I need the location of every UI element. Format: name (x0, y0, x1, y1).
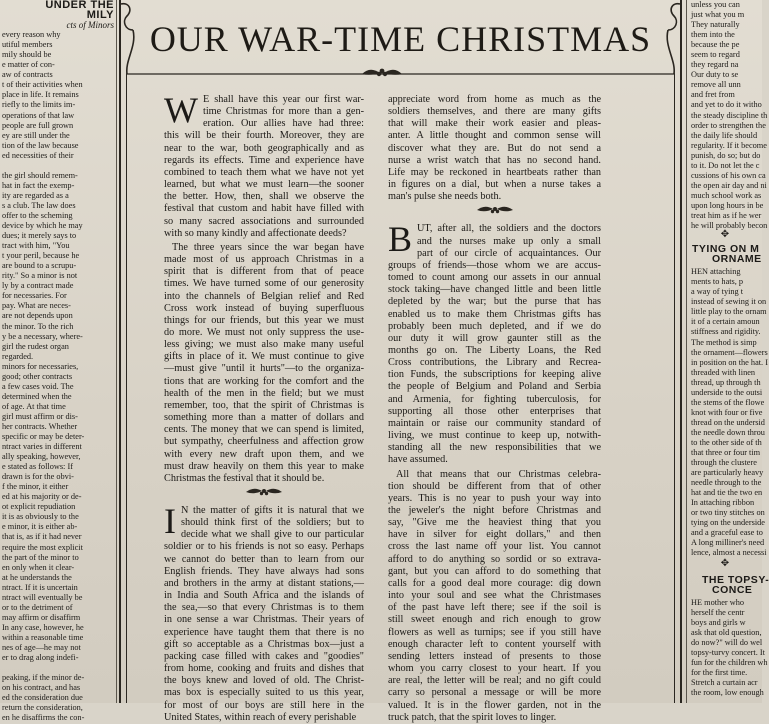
text-line: lence, almost a necessi (691, 548, 767, 558)
text-line: threaded with linen (691, 367, 756, 377)
text-line: order to strengthen the (691, 120, 766, 130)
text-line: seem to regard (691, 50, 740, 60)
text-line: discover what they are. But do not send a (388, 142, 601, 154)
text-line: en he disaffirms the con- (2, 713, 85, 723)
text-line: e stated as follows: If (2, 462, 73, 472)
text-line: ot explicit repudiation (2, 502, 76, 512)
text-line: E shall have this year our first war- (202, 94, 364, 105)
text-line: herself the centr (691, 607, 745, 617)
article-paragraph (164, 90, 364, 240)
text-line: instead of sewing it on (691, 297, 767, 307)
text-line: and Armenia, for fighting tuberculosis, for (388, 393, 601, 405)
text-line: must draw heavily on them this year to make (164, 460, 364, 472)
text-line: but sympathy, cheerfulness and affection grow (164, 436, 364, 448)
text-line: learned, but what we must learn—the sooner (164, 179, 364, 191)
column-rule-left (116, 0, 117, 703)
divider-ornament-icon-2: ✥ (720, 557, 730, 569)
text-line: girl the rudest organ (2, 341, 69, 351)
left-article-fragment (0, 0, 114, 723)
text-line: ed the consideration due (2, 693, 83, 703)
text-line: have assumed. (388, 454, 448, 466)
article-paragraph (164, 242, 364, 485)
text-line: times. We have turned some of our generosity (164, 278, 364, 290)
text-line: it of a certain amoun (691, 317, 760, 327)
text-line: y be a necessary, where- (2, 331, 83, 341)
section-ornament-icon (164, 485, 364, 505)
text-line: They naturally (691, 20, 740, 30)
text-line: still sweet enough and rich enough to grow (388, 614, 601, 626)
text-line: underside to the outsi (691, 387, 763, 397)
text-line: —must give "until it hurts"—to the organiza- (164, 363, 364, 375)
text-line: eration. Our allies have had three: (202, 118, 364, 130)
text-line: the minor. To the rich (2, 321, 74, 331)
text-line: fun for the children wh (691, 657, 768, 667)
text-line: gift so acceptable as a Christmas box—just a (164, 638, 364, 650)
text-line: girl must affirm or dis- (2, 411, 78, 421)
text-line: living, we must continue to keep up, notwith- (388, 430, 601, 442)
right-fragment-text-top (688, 0, 768, 231)
text-line: cents. The money that we can spend is limited, (164, 424, 364, 436)
holly-ornament-icon (358, 64, 406, 82)
text-line: ey are still under the (2, 130, 70, 140)
text-line (0, 161, 114, 171)
text-line: nes of age—he may not (2, 643, 81, 652)
text-line: from home, cooking and fruits and dishes that (164, 663, 364, 675)
article-paragraph (388, 94, 601, 203)
text-line: dues; it merely says to (2, 231, 77, 241)
section-ornament-icon (388, 203, 601, 223)
text-line: to the other side of th (691, 437, 762, 447)
text-line: standing all the new responsibilities that we (388, 442, 601, 454)
text-line: riefly to the limits im- (2, 100, 76, 110)
text-line: our duty it will grow gaunter still as the (388, 332, 601, 344)
text-line: HE mother who (691, 597, 744, 607)
text-line: e matter of con- (2, 60, 55, 70)
text-line: needle through to the (691, 478, 762, 488)
text-line: whom you carry closest to your heart. If you (388, 663, 601, 675)
text-line: just what you m (691, 10, 745, 20)
text-line: unless you can (691, 0, 740, 9)
text-line: tomed to count among our assets in our annual (388, 272, 601, 284)
text-line: ity are regarded as a (2, 190, 69, 200)
text-line: regarded. (2, 351, 34, 361)
text-line: because the pe (691, 40, 740, 50)
text-line: and a graceful ease to (691, 528, 763, 538)
right-fragment-heading: TYING ON M (692, 243, 760, 256)
text-line: treat him as if he wer (691, 210, 762, 220)
text-line: thread, up through th (691, 377, 761, 387)
text-line: regards its effects. Time and experience have (164, 154, 364, 166)
text-line: the better. How, then, shall we observe the (164, 191, 364, 203)
text-line: into your soul and see what the Christmases (388, 590, 601, 602)
text-line: on his contract, and has (2, 683, 81, 693)
text-line: to it. Do not let the c (691, 160, 760, 170)
text-line: months go on. The Liberty Loans, the Red (388, 344, 601, 356)
text-line: soldiers themselves, and there are many gifts (388, 106, 601, 118)
text-line: it is as obviously to the (2, 512, 79, 522)
article-paragraph (164, 501, 364, 724)
text-line: the stems of the flowe (691, 397, 765, 407)
text-line: en only when it clear- (2, 562, 75, 572)
text-line: do more. We must not only suppress the use- (164, 326, 364, 338)
text-line: cross the last name off your list. You cannot (388, 541, 601, 553)
text-line: HEN attaching (691, 267, 741, 277)
text-line: the people of Belgium and Poland and Serbia (388, 381, 601, 393)
text-line: drawn is for the obvi- (2, 472, 74, 482)
text-line: do now?" will do wel (691, 637, 763, 647)
text-line: of age. At that time (2, 401, 66, 411)
text-line: punish, do so; but do (691, 150, 761, 160)
text-line: and fret from (691, 90, 735, 100)
text-line: anter. A little thought and common sense will (388, 130, 601, 142)
left-fragment-heading: UNDER THE (45, 0, 114, 11)
text-line: carry so personal a message or will be more (388, 687, 601, 699)
text-line: are not depends upon (2, 311, 73, 321)
text-line: place in life. It remains (2, 90, 79, 100)
text-line: ally speaking, however, (2, 452, 81, 462)
text-line: The three years since the war began have (172, 241, 364, 253)
text-line: United States, within reach of every perishable (164, 711, 357, 723)
text-line: part of our circle of acquaintances. Our (417, 247, 601, 259)
text-line: groups of friends—those whom we are accus- (388, 259, 601, 271)
left-fragment-text (0, 30, 114, 723)
text-line: for the first time. (691, 667, 748, 677)
text-line: cussions of his own ca (691, 170, 766, 180)
text-line: for necessaries. For (2, 291, 67, 301)
text-line: much school work as (691, 190, 762, 200)
text-line: valued. It is in the flower garden, not in the (388, 699, 601, 711)
text-line: probably been much depleted, and if we do (388, 320, 601, 332)
text-line: the needle down throu (691, 427, 765, 437)
text-line: are particularly heavy (691, 468, 764, 478)
text-line: mily should be (2, 50, 52, 60)
text-line: have in silver for eight dollars," and then (388, 529, 601, 541)
text-line: In any case, however, he (2, 622, 84, 632)
text-line: flowers as well as turnips; see if you still have (388, 626, 601, 638)
text-line: good; other contracts (2, 371, 73, 381)
text-line: through the clustere (691, 458, 757, 468)
text-line: require the most explicit (2, 542, 83, 552)
text-line: stiffness and rigidity. (691, 327, 761, 337)
text-line: ask that old question, (691, 627, 762, 637)
text-line: in figures on a dial, but when a nurse takes a (388, 179, 601, 191)
text-line: the part of the minor to (2, 552, 79, 562)
text-line: t of their activities when (2, 80, 83, 90)
text-line: a few cases void. The (2, 381, 74, 391)
text-line: the open air day and ni (691, 180, 767, 190)
text-line: or to the detriment of (2, 602, 73, 612)
text-line: man's pulse she needs both. (388, 191, 502, 203)
text-line: and yet to do it witho (691, 100, 762, 110)
text-line: of the past have left there; see if the soil is (388, 602, 601, 614)
text-line: years. This is no year to push your way into (388, 492, 601, 504)
right-fragment-heading-2: ORNAME (712, 253, 762, 266)
text-line: and the nurses make up only a small (417, 235, 601, 247)
article-column-right (388, 94, 601, 724)
text-line: the ornament—flowers (691, 347, 768, 357)
text-line: boys and girls w (691, 617, 746, 627)
text-line: remember, too, that the spirit of Christmas is (164, 399, 364, 411)
text-line: they regard na (691, 60, 739, 70)
drop-cap: B (388, 219, 413, 260)
text-line: her contracts. Whether (2, 421, 78, 431)
text-line: the room, low enough (691, 688, 764, 698)
text-line: into the channels of Belgian relief and Red (164, 290, 364, 302)
text-line: near to the war, both geographically and as (164, 142, 364, 154)
text-line: tion of the law because (2, 140, 79, 150)
text-line: minors for necessaries, (2, 361, 79, 371)
text-line: return the consideration, (2, 703, 83, 713)
text-line: afford to do anything so sordid or so extrava- (388, 553, 601, 565)
column-rule-right (686, 0, 687, 703)
text-line: knot with four or five (691, 407, 763, 417)
text-line: less giving; we must also make many useful (164, 339, 364, 351)
text-line: them into the (691, 30, 735, 40)
text-line: topsy-turvy concert. It (691, 647, 765, 657)
text-line: specific or may be deter- (2, 432, 85, 442)
text-line: hat in fact the exemp- (2, 180, 75, 190)
text-line: within a reasonable time (2, 632, 84, 642)
text-line: mas box is especially suited to us this year, (164, 687, 364, 699)
text-line: so many sacred associations and surrounded (164, 215, 364, 227)
text-line: Christmas the festival that it should be. (164, 472, 325, 484)
text-line: little play to the ornam (691, 307, 767, 317)
text-line: upon long hours in be (691, 200, 764, 210)
article-paragraph (388, 219, 601, 466)
left-fragment-subheading: cts of Minors (66, 20, 114, 31)
text-line: ed at his majority or de- (2, 492, 82, 502)
text-line: maintain or raise our community standard of (388, 417, 601, 429)
text-line: English friends. They have always had sons (164, 565, 364, 577)
text-line: for most of our boys are still here in the (164, 699, 364, 711)
text-line: f the minor, it either (2, 482, 69, 492)
text-line: In attaching ribbon (691, 498, 755, 508)
text-line: peaking, if the minor de- (2, 673, 85, 683)
text-line: ments to hats, p (691, 277, 744, 287)
right-article-fragment (688, 0, 769, 703)
text-line: gifts in place of it. We must continue to give (164, 351, 364, 363)
text-line: may affirm or disaffirm (2, 612, 81, 622)
text-line: remove all unn (691, 80, 741, 90)
text-line: The method is simp (691, 337, 757, 347)
text-line: he will probably becon (691, 221, 768, 231)
text-line: that is, as if it had never (2, 532, 82, 542)
text-line: nurse a wrist watch that has no second hand. (388, 154, 601, 166)
text-line: we cannot do better than to learn from our (164, 553, 364, 565)
text-line: stock taking—have changed little and been little (388, 284, 601, 296)
text-line: operations of that law (2, 110, 75, 120)
text-line: er to drag along indefi- (2, 653, 79, 663)
text-line: experience have taught them that there is no (164, 626, 364, 638)
text-line: Cross contributions, the Library and Recrea- (388, 357, 601, 369)
text-line: device by which he may (2, 221, 83, 231)
text-line: depleted by the war; but the purse that has (388, 296, 601, 308)
text-line: with every new draft upon them, and we (164, 448, 364, 460)
text-line: tions that are working for the comfort and the (164, 375, 364, 387)
text-line: decide what we shall give to our particular (181, 529, 364, 541)
text-line: packing case filled with cakes and "goodies" (164, 650, 364, 662)
text-line: e minor, it is either ab- (2, 522, 78, 532)
text-line: pay. What are neces- (2, 301, 71, 311)
text-line: at he understands the (2, 572, 72, 582)
divider-ornament-icon: ✥ (720, 229, 730, 241)
text-line (0, 663, 114, 673)
text-line: ed necessities of their (2, 150, 74, 160)
text-line: Cross work instead of buying superfluous (164, 302, 364, 314)
text-line: combined to teach them what we have not yet (164, 166, 364, 178)
text-line: this will be their fourth. Moreover, they are (164, 130, 364, 142)
text-line: that three or four tim (691, 448, 761, 458)
text-line: Our duty to se (691, 70, 739, 80)
text-line: the daily life should (691, 130, 758, 140)
text-line: every reason why (2, 30, 61, 40)
text-line: the steady discipline th (691, 110, 768, 120)
text-line: things for our friends, but this year we must (164, 314, 364, 326)
text-line: that will make their work easier and pleas- (388, 118, 601, 130)
text-line: in India and South Africa and the islands of (164, 590, 364, 602)
text-line: rity." So a minor is not (2, 271, 78, 281)
text-line: tying on the underside (691, 518, 765, 528)
right-fragment-heading-3b: CONCE (712, 583, 753, 596)
text-line: thread on the undersid (691, 417, 765, 427)
text-line: determined when the (2, 391, 72, 401)
text-line: s a club. The law does (2, 200, 76, 210)
text-line: A long milliner's need (691, 538, 765, 548)
text-line: ntract will eventually be (2, 592, 83, 602)
text-line: hat and tie the two en (691, 488, 763, 498)
text-line: Stretch a curtain acr (691, 678, 758, 687)
text-line: the boys knew and loved of old. The Christ- (164, 675, 364, 687)
text-line: supporting all those other enterprises that (388, 405, 601, 417)
text-line: gant, but you can afford to do something that (388, 565, 601, 577)
text-line: people are full grown (2, 120, 74, 130)
text-line: offer to the scheming (2, 210, 73, 220)
text-line: ntract. If it is uncertain (2, 582, 78, 592)
text-line: should think first of the soldiers; but to (181, 517, 364, 529)
text-line: aw of contracts (2, 70, 53, 80)
text-line: time Christmas for more than a gen- (202, 106, 364, 118)
right-fragment-heading-3: THE TOPSY- (702, 573, 769, 586)
text-line: in position on the hat. I (691, 357, 768, 367)
text-line: truck patch, that the spirit loves to linger. (388, 711, 557, 723)
text-line: enough character left to content yourself with (388, 638, 601, 650)
text-line: in one sense a war Christmas. Their years of (164, 614, 364, 626)
text-line: enabled us to make them Christmas gifts has (388, 308, 601, 320)
text-line: or two tiny stitches on (691, 508, 765, 518)
text-line: utiful members (2, 40, 53, 50)
article-column-left (164, 90, 364, 724)
text-line: All that means that our Christmas celebra- (396, 468, 601, 480)
text-line: are real, the letter will be real; and no gift could (388, 675, 601, 687)
article-title: OUR WAR-TIME CHRISTMAS (149, 19, 652, 59)
text-line: calls for a good deal more courage: dig down (388, 577, 601, 589)
text-line: regularity. If it become (691, 140, 767, 150)
text-line: tion should be different from that of other (388, 480, 601, 492)
text-line: Life may be reckoned in heartbeats rather than (388, 166, 601, 178)
text-line: health of the men in the field; but we must (164, 387, 364, 399)
text-line: UT, after all, the soldiers and the doctors (417, 223, 601, 235)
text-line: a way of tying t (691, 287, 744, 297)
text-line: tion Funds, the subscriptions for keeping alive (388, 369, 601, 381)
text-line: and brothers in the army at distant stations,— (164, 577, 364, 589)
text-line: made most of us approach Christmas in a (164, 254, 364, 266)
text-line: the jeweler's the night before Christmas and (388, 505, 601, 516)
text-line: spirit that is different from that of peace (164, 266, 364, 278)
text-line: the sea,—so that every Christmas is to them (164, 602, 364, 614)
text-line: are bound to a scrupu- (2, 261, 77, 271)
drop-cap: I (164, 501, 176, 541)
left-fragment-heading-2: MILY (86, 9, 114, 22)
text-line: appreciate word from home as much as the (388, 94, 601, 105)
text-line: ly by a contract made (2, 281, 74, 291)
text-line: sending letters instead of presents to those (388, 650, 601, 662)
text-line: festival that custom and habit have filled with (164, 203, 364, 215)
right-fragment-text-bottom (688, 597, 768, 698)
right-fragment-text-mid (688, 267, 768, 558)
text-line: soldier or to his friends is not so easy. Perhaps (164, 541, 364, 553)
text-line: something more than a matter of dollars and (164, 412, 364, 424)
text-line: with so many kindly and affectionate deeds? (164, 227, 347, 239)
text-line: the girl should remem- (2, 170, 78, 180)
drop-cap: W (164, 90, 198, 130)
text-line: N the matter of gifts it is natural that we (181, 505, 364, 516)
text-line: ntract varies in different (2, 442, 82, 452)
text-line: tract with him, "You (2, 241, 70, 251)
text-line: say, "Give me the heaviest thing that you (388, 517, 601, 529)
article-paragraph (388, 469, 601, 724)
text-line: t your peril, because he (2, 251, 80, 261)
